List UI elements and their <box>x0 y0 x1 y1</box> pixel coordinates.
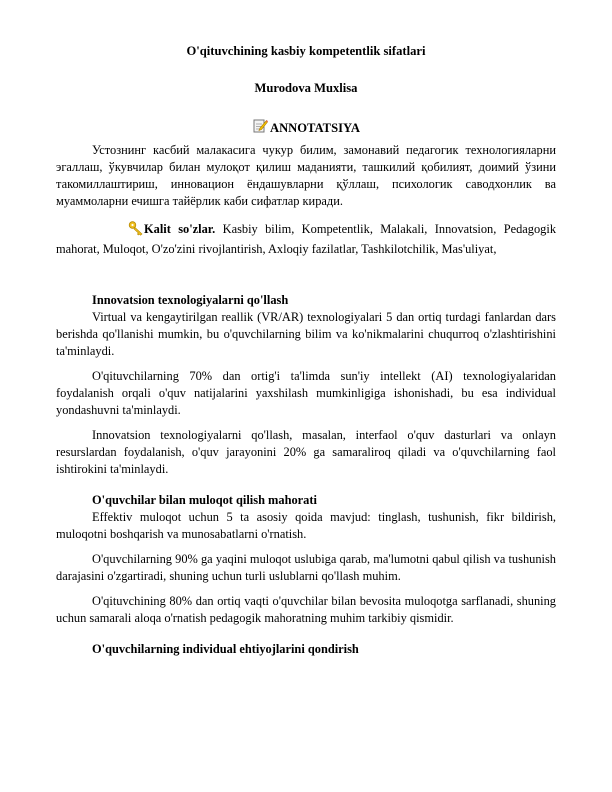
annotation-heading-label: ANNOTATSIYA <box>269 120 361 135</box>
section-paragraph: O'quvchilarning 90% ga yaqini muloqot uslubiga qarab, ma'lumotni qabul qilish va tushunish darajasini o'zgartiradi, shuning uchun turli uslublarni qo'llash muhim. <box>56 552 556 583</box>
section-heading: O'quvchilarning individual ehtiyojlarini qondirish <box>92 642 359 656</box>
annotation-heading <box>56 118 556 138</box>
section-heading: O'quvchilar bilan muloqot qilish mahorati <box>92 493 317 507</box>
keywords-paragraph <box>56 220 556 258</box>
memo-icon <box>252 118 268 138</box>
section-paragraph: Innovatsion texnologiyalarni qo'llash, masalan, interfaol o'quv dasturlari va onlayn resurslardan foydalanish, o'quv jarayonini 20% ga samaraliroq qiladi va o'quvchilarning faol ishtirokini ta'minlaydi. <box>56 428 556 476</box>
keywords-label: Kalit so'zlar. <box>144 222 216 236</box>
section-paragraph: Effektiv muloqot uchun 5 ta asosiy qoida mavjud: tinglash, tushunish, fikr bildirish, muloqotni boshqarish va munosabatlarni o'rnatish. <box>56 510 556 541</box>
section-heading: Innovatsion texnologiyalarni qo'llash <box>92 293 289 307</box>
keywords-text: Kasbiy bilim, Kompetentlik, Malakali, Innovatsion, Pedagogik mahorat, Muloqot, O'zo'zini rivojlantirish, Axloqiy fazilatlar, Tashkilotchilik, Mas'uliyat, <box>56 222 557 256</box>
author-name: Murodova Muxlisa <box>254 81 358 95</box>
annotation-text: Устознинг касбий малакасига чукур билим, замонавий педагогик технологияларни эгаллаш, ўкувчилар билан мулоқот қилиш маданияти, ташкилий қобилият, доимий ўзини такомиллаштириш, инновацион ёндашувларни қўллаш, психологик саводхонлик ва муаммоларни ечишга тайёрлик каби сифатлар киради. <box>56 143 556 208</box>
section-paragraph: O'qituvchining 80% dan ortiq vaqti o'quvchilar bilan bevosita muloqotga sarflanadi, shuning uchun samarali aloqa o'rnatish pedagogik mahoratning muhim tarkibiy qismidir. <box>56 594 556 625</box>
document-title: O'qituvchining kasbiy kompetentlik sifatlari <box>186 44 426 58</box>
section-paragraph: Virtual va kengaytirilgan reallik (VR/AR) texnologiyalari 5 dan ortiq turdagi fanlardan dars berishda qo'llanishi mumkin, bu o'quvchilarning bilim va ko'nikmalarini chuqurroq o'zlashtirishini ta'minlaydi. <box>56 310 556 358</box>
section-paragraph: O'qituvchilarning 70% dan ortig'i ta'limda sun'iy intellekt (AI) texnologiyalaridan foydalanish orqali o'quv natijalarini yaxshilash mumkinligiga ishonishadi, bu esa individual yondashuvni ta'minlaydi. <box>56 369 556 417</box>
key-icon <box>92 220 144 241</box>
